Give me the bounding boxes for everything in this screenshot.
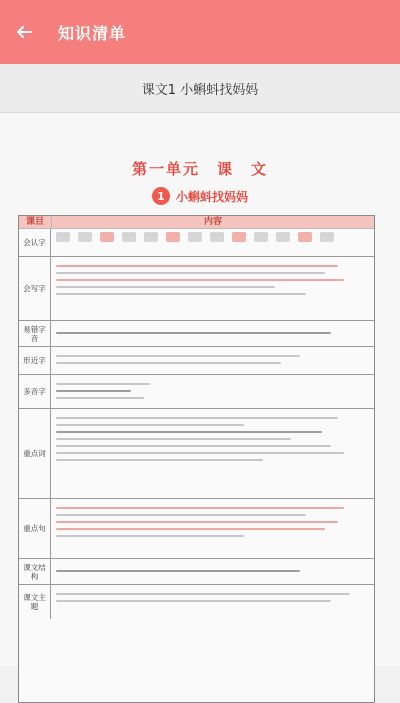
row-content [51,499,374,558]
table-row [19,229,374,257]
row-label: 重点词 [19,409,51,498]
row-label: 会认字 [19,229,51,256]
table-row [19,499,374,559]
row-label: 会写字 [19,257,51,320]
document-page[interactable] [0,113,400,666]
table-row [19,409,374,499]
table-row [19,321,374,347]
row-content [51,409,374,498]
lesson-number-badge: 1 [152,187,170,205]
arrow-left-icon [15,23,33,41]
lesson-title: 课文1 小蝌蚪找妈妈 [141,82,259,98]
row-content [51,257,374,320]
unit-title: 第一单元 课 文 [131,160,268,178]
table-row [19,585,374,619]
table-header [19,216,374,229]
table-row [19,559,374,585]
row-content [51,585,374,619]
row-label: 形近字 [19,347,51,374]
page-title: 知识清单 [58,23,127,43]
back-button[interactable] [2,0,46,64]
row-label: 易错字音 [19,321,51,346]
header-subject: 课目 [19,216,52,228]
row-label: 课文结构 [19,559,51,584]
table-row [19,375,374,409]
table-row [19,257,374,321]
table-row [19,347,374,375]
row-content [51,229,374,256]
row-content [51,375,374,408]
app-bar [0,0,400,64]
row-content [51,321,374,346]
header-content: 内容 [203,217,222,227]
row-label: 重点句 [19,499,51,558]
row-label: 课文主题 [19,585,51,619]
row-content [51,347,374,374]
row-content [51,559,374,584]
lesson-title-bar [0,64,400,113]
knowledge-table [18,215,375,703]
row-label: 多音字 [19,375,51,408]
lesson-heading [0,187,400,205]
lesson-name: 小蝌蚪找妈妈 [175,189,248,204]
